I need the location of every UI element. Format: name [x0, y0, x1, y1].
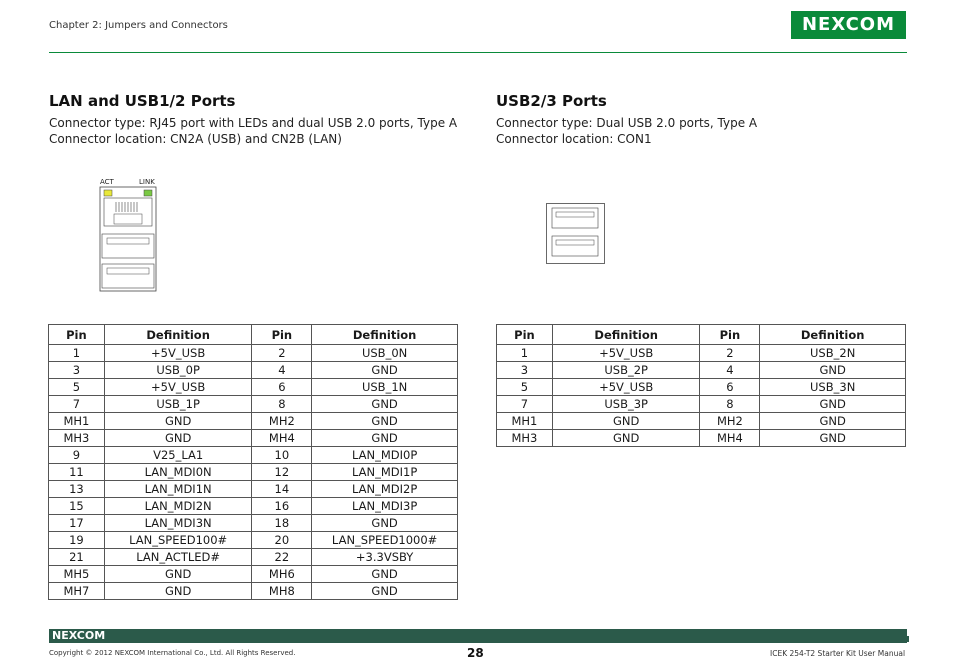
definition-cell: GND — [760, 362, 906, 379]
pin-cell: MH6 — [252, 566, 312, 583]
usb-port-2-tongue — [107, 268, 149, 274]
column-header: Pin — [497, 325, 553, 345]
usb-port-1 — [102, 234, 154, 258]
lan-usb-connector-diagram — [95, 174, 165, 292]
column-header: Pin — [700, 325, 760, 345]
definition-cell: LAN_SPEED1000# — [312, 532, 458, 549]
definition-cell: GND — [312, 515, 458, 532]
pin-cell: 6 — [700, 379, 760, 396]
definition-cell: GND — [312, 362, 458, 379]
table-row — [49, 447, 458, 464]
pin-cell: 1 — [497, 345, 553, 362]
column-header: Definition — [552, 325, 700, 345]
table-row — [49, 430, 458, 447]
definition-cell: LAN_MDI0P — [312, 447, 458, 464]
table-header-row — [497, 325, 906, 345]
definition-cell: LAN_MDI2N — [104, 498, 252, 515]
usb-port-1-tongue — [107, 238, 149, 244]
pin-cell: MH4 — [252, 430, 312, 447]
footer-bar — [49, 629, 907, 643]
definition-cell: GND — [312, 413, 458, 430]
rj45-latch — [114, 214, 142, 224]
pin-cell: 7 — [497, 396, 553, 413]
chapter-title: Chapter 2: Jumpers and Connectors — [49, 20, 228, 31]
pin-cell: MH3 — [497, 430, 553, 447]
section-description-usb23 — [496, 115, 757, 147]
pin-cell: 2 — [252, 345, 312, 362]
section-description-lan-usb12 — [49, 115, 457, 147]
definition-cell: GND — [312, 583, 458, 600]
table-row — [49, 345, 458, 362]
definition-cell: GND — [760, 396, 906, 413]
definition-cell: USB_2N — [760, 345, 906, 362]
pin-cell: MH7 — [49, 583, 105, 600]
section-title-lan-usb12: LAN and USB1/2 Ports — [49, 92, 236, 110]
table-row — [497, 362, 906, 379]
definition-cell: LAN_MDI1P — [312, 464, 458, 481]
led-label-act: ACT — [100, 178, 114, 186]
pin-cell: 20 — [252, 532, 312, 549]
column-header: Definition — [312, 325, 458, 345]
definition-cell: +5V_USB — [552, 379, 700, 396]
definition-cell: LAN_SPEED100# — [104, 532, 252, 549]
pin-cell: MH2 — [700, 413, 760, 430]
pin-cell: 15 — [49, 498, 105, 515]
header-rule — [49, 52, 907, 53]
table-row — [49, 583, 458, 600]
footer-square — [903, 636, 909, 642]
pin-cell: 17 — [49, 515, 105, 532]
definition-cell: GND — [760, 430, 906, 447]
table-row — [497, 430, 906, 447]
pin-cell: 22 — [252, 549, 312, 566]
footer-square — [896, 636, 902, 642]
pin-cell: 13 — [49, 481, 105, 498]
pin-cell: 8 — [700, 396, 760, 413]
definition-cell: V25_LA1 — [104, 447, 252, 464]
definition-cell: GND — [104, 413, 252, 430]
usb-port-2-tongue — [556, 212, 594, 217]
table-row — [49, 413, 458, 430]
definition-cell: LAN_MDI2P — [312, 481, 458, 498]
usb-port-3 — [552, 236, 598, 256]
pin-cell: MH1 — [49, 413, 105, 430]
act-led — [104, 190, 112, 196]
definition-cell: GND — [104, 430, 252, 447]
usb23-pin-table — [496, 324, 906, 447]
pin-cell: 8 — [252, 396, 312, 413]
pin-cell: 11 — [49, 464, 105, 481]
nexcom-logo — [791, 11, 906, 39]
connector-type: Connector type: Dual USB 2.0 ports, Type A — [496, 116, 758, 130]
table-row — [497, 413, 906, 430]
column-header: Definition — [104, 325, 252, 345]
footer-square — [889, 629, 895, 635]
table-row — [49, 379, 458, 396]
dual-usb-connector-diagram — [546, 203, 606, 265]
table-row — [497, 345, 906, 362]
definition-cell: USB_0N — [312, 345, 458, 362]
pin-cell: MH3 — [49, 430, 105, 447]
definition-cell: +3.3VSBY — [312, 549, 458, 566]
definition-cell: LAN_MDI0N — [104, 464, 252, 481]
definition-cell: GND — [312, 430, 458, 447]
footer-logo: NEXCOM — [52, 629, 106, 642]
table-row — [49, 549, 458, 566]
pin-cell: MH8 — [252, 583, 312, 600]
definition-cell: LAN_ACTLED# — [104, 549, 252, 566]
definition-cell: +5V_USB — [104, 345, 252, 362]
pin-cell: MH1 — [497, 413, 553, 430]
lan-usb12-pin-table — [48, 324, 458, 600]
connector-type: Connector type: RJ45 port with LEDs and dual USB 2.0 ports, Type A — [49, 116, 458, 130]
pin-cell: MH2 — [252, 413, 312, 430]
connector-location: Connector location: CON1 — [496, 132, 652, 146]
definition-cell: GND — [760, 413, 906, 430]
definition-cell: GND — [104, 583, 252, 600]
connector-location: Connector location: CN2A (USB) and CN2B (LAN) — [49, 132, 342, 146]
table-row — [49, 396, 458, 413]
column-header: Pin — [252, 325, 312, 345]
pin-cell: 2 — [700, 345, 760, 362]
pin-cell: MH4 — [700, 430, 760, 447]
usb-port-2 — [552, 208, 598, 228]
page-number: 28 — [467, 646, 484, 660]
pin-cell: 4 — [700, 362, 760, 379]
definition-cell: USB_1P — [104, 396, 252, 413]
definition-cell: LAN_MDI3P — [312, 498, 458, 515]
definition-cell: USB_3N — [760, 379, 906, 396]
table-row — [49, 362, 458, 379]
definition-cell: GND — [104, 566, 252, 583]
definition-cell: USB_0P — [104, 362, 252, 379]
table-body — [49, 345, 458, 600]
table-row — [49, 566, 458, 583]
pin-cell: 6 — [252, 379, 312, 396]
definition-cell: +5V_USB — [552, 345, 700, 362]
logo-text: NEXCOM — [801, 14, 896, 35]
pin-cell: 14 — [252, 481, 312, 498]
table-row — [49, 464, 458, 481]
pin-cell: 19 — [49, 532, 105, 549]
pin-cell: 3 — [49, 362, 105, 379]
table-row — [49, 498, 458, 515]
table-row — [49, 532, 458, 549]
definition-cell: USB_3P — [552, 396, 700, 413]
table-body — [497, 345, 906, 447]
pin-cell: 21 — [49, 549, 105, 566]
definition-cell: LAN_MDI3N — [104, 515, 252, 532]
column-header: Pin — [49, 325, 105, 345]
usb-port-3-tongue — [556, 240, 594, 245]
table-row — [49, 515, 458, 532]
definition-cell: +5V_USB — [104, 379, 252, 396]
table-row — [497, 396, 906, 413]
pin-cell: 16 — [252, 498, 312, 515]
pin-cell: 4 — [252, 362, 312, 379]
definition-cell: GND — [312, 566, 458, 583]
pin-cell: 7 — [49, 396, 105, 413]
column-header: Definition — [760, 325, 906, 345]
definition-cell: GND — [552, 413, 700, 430]
definition-cell: USB_2P — [552, 362, 700, 379]
pin-cell: 10 — [252, 447, 312, 464]
pin-cell: 1 — [49, 345, 105, 362]
pin-cell: MH5 — [49, 566, 105, 583]
definition-cell: GND — [552, 430, 700, 447]
pin-cell: 5 — [497, 379, 553, 396]
led-label-link: LINK — [139, 178, 155, 186]
link-led — [144, 190, 152, 196]
definition-cell: LAN_MDI1N — [104, 481, 252, 498]
pin-cell: 12 — [252, 464, 312, 481]
table-row — [497, 379, 906, 396]
table-row — [49, 481, 458, 498]
pin-cell: 18 — [252, 515, 312, 532]
copyright-text: Copyright © 2012 NEXCOM International Co., Ltd. All Rights Reserved. — [49, 649, 296, 657]
pin-cell: 5 — [49, 379, 105, 396]
usb-port-2 — [102, 264, 154, 288]
definition-cell: USB_1N — [312, 379, 458, 396]
pin-cell: 9 — [49, 447, 105, 464]
section-title-usb23: USB2/3 Ports — [496, 92, 607, 110]
manual-title: ICEK 254-T2 Starter Kit User Manual — [770, 649, 906, 658]
table-header-row — [49, 325, 458, 345]
definition-cell: GND — [312, 396, 458, 413]
pin-cell: 3 — [497, 362, 553, 379]
